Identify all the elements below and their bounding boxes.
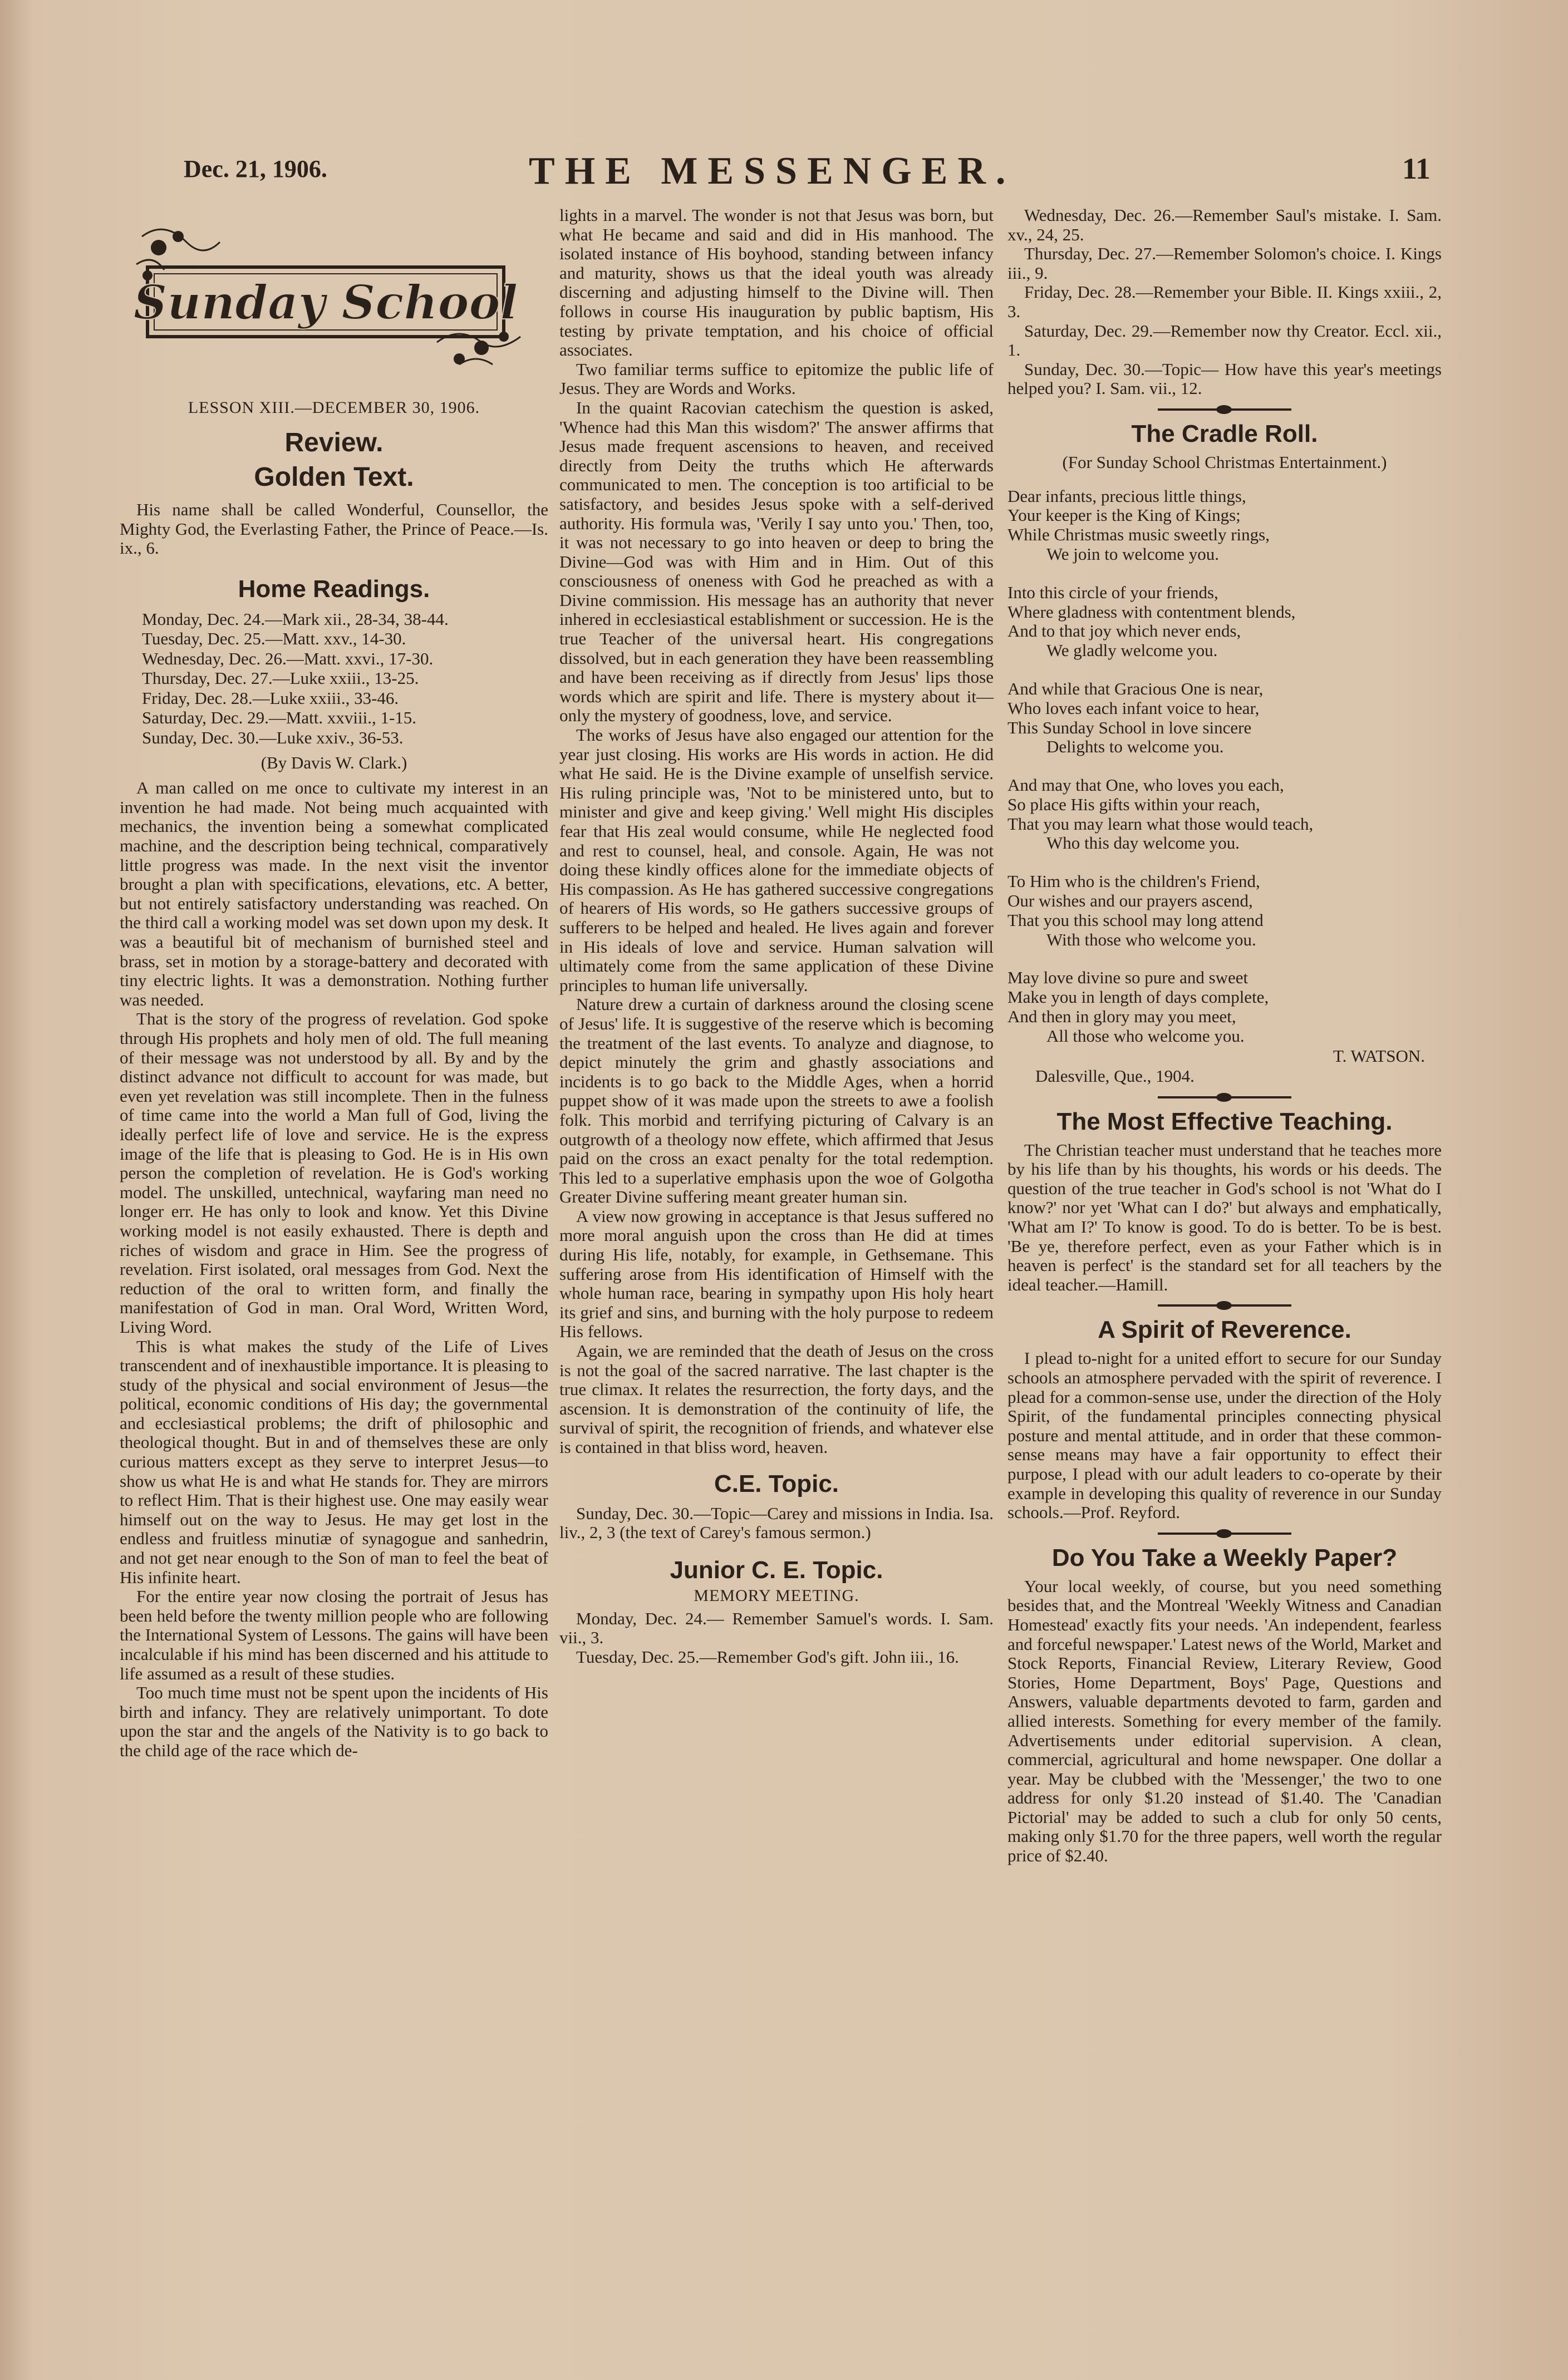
home-readings-list — [142, 609, 548, 748]
section-divider — [1158, 1533, 1291, 1535]
article-paragraph: Again, we are reminded that the death of Jesus on the cross is not the goal of the sacred narrative. The last chapter is the true climax. It relates the resurrection, the forty days, and the ascension. It is demonstration of the continuity of life, the survival of spirit, the recognition of friends, and whatever else is contained in that bliss word, heaven. — [559, 1341, 994, 1457]
article-paragraph: The works of Jesus have also engaged our attention for the year just closing. His works are His words in action. He did what He said. He is the Divine example of unselfish service. His ruling principle was, 'Not to be ministered unto, but to minister and give and keep giving.' Well might His disciples fear that His zeal would consume, while He neglected food and rest to counsel, heal, and console. Again, He was not doing these kindly offices alone for the immediate objects of His compassion. As He has gathered successive congregations of hearers of His words, so He gathers successive groups of sufferers to be helped and healed. He lives again and forever in His ideals of love and service. Human salvation will ultimately come from the same application of these Divine principles to human life universally. — [559, 725, 994, 995]
poem-line: That you may learn what those would teach, — [1007, 814, 1314, 834]
poem-stanza — [1007, 776, 1442, 853]
memory-meeting-label: MEMORY MEETING. — [694, 1586, 859, 1605]
poem-line: So place His gifts within your reach, — [1007, 794, 1260, 814]
article-paragraph: This is what makes the study of the Life of Lives transcendent and of inexhaustible importance. It is pleasing to study of the physical and social environment of Jesus—the political, economic conditions of His day; the governmental and ecclesiastical problems; the drift of philosophic and theological thought. But in and of themselves these are only curious matters except as they serve to interpret Jesus—to show us what He is and what He stands for. They are mirrors to reflect Him. That is their highest use. One may easily wear himself out on the way to Jesus. He may get lost in the endless and fruitless minutiæ of synagogue and sanhedrin, and not get near enough to the Son of man to feel the beat of His infinite heart. — [120, 1336, 548, 1587]
poem-line: Our wishes and our prayers ascend, — [1007, 891, 1253, 911]
effective-teaching-text: The Christian teacher must understand that he teaches more by his life than by his thoughts, his words or his deeds. The question of the true teacher in God's school is not 'What do I know?' nor yet 'What can I do?' but always and emphatically, 'What am I?' To know is good. To do is better. To be is best. 'Be ye, therefore perfect, even as your Father which is in heaven is perfect' is the standard set for all teachers by the ideal teacher.—Hamill. — [1007, 1140, 1442, 1294]
reading-item: Thursday, Dec. 27.—Luke xxiii., 13-25. — [142, 668, 419, 688]
column-1 — [120, 206, 548, 1761]
article-paragraph: lights in a marvel. The wonder is not that Jesus was born, but what He became and said and did in His manhood. The isolated instance of His boyhood, standing between infancy and maturity, shows us that the ideal youth was already discerning and adjusting himself to the Divine will. Then follows in course His inauguration by public baptism, His testing by private temptation, and his choice of official associates. — [559, 205, 994, 360]
poem-author: T. WATSON. — [1333, 1046, 1425, 1066]
review-heading: Review. — [284, 428, 384, 457]
masthead-title: THE MESSENGER. — [529, 150, 1016, 193]
section-divider — [1158, 408, 1291, 411]
issue-date: Dec. 21, 1906. — [184, 155, 327, 183]
junior-topic-item: Tuesday, Dec. 25.—Remember God's gift. John iii., 16. — [576, 1647, 959, 1667]
junior-topic-item: Saturday, Dec. 29.—Remember now thy Creator. Eccl. xii., 1. — [1007, 321, 1442, 360]
junior-topic-item: Monday, Dec. 24.— Remember Samuel's words. I. Sam. vii., 3. — [559, 1608, 994, 1648]
poem-line: While Christmas music sweetly rings, — [1007, 525, 1270, 545]
effective-teaching-heading: The Most Effective Teaching. — [1056, 1107, 1393, 1135]
article-paragraph: A man called on me once to cultivate my interest in an invention he had made. Not being much acquainted with mechanics, the invention being a somewhat complicated machine, and the description being technical, comparatively little progress was made. In the next visit the inventor brought a plan with specifications, elevations, etc. A better, but not entirely satisfactory understanding was reached. On the third call a working model was set down upon my desk. It was a beautiful bit of mechanism of burnished steel and brass, set in motion by a storage-battery and decorated with tiny electric lights. It was a demonstration. Nothing further was needed. — [120, 778, 548, 1009]
poem-stanza — [1007, 679, 1442, 757]
cradle-roll-heading: The Cradle Roll. — [1131, 420, 1318, 447]
poem-line: We join to welcome you. — [1046, 544, 1220, 564]
byline: (By Davis W. Clark.) — [260, 753, 407, 773]
poem-line: All those who welcome you. — [1046, 1026, 1245, 1046]
reading-item: Wednesday, Dec. 26.—Matt. xxvi., 17-30. — [142, 648, 434, 668]
poem-line: Your keeper is the King of Kings; — [1007, 505, 1241, 525]
column-2 — [559, 206, 994, 1667]
poem-line: Into this circle of your friends, — [1007, 582, 1218, 602]
cradle-roll-subtitle: (For Sunday School Christmas Entertainment.) — [1062, 452, 1387, 472]
poem-line: To Him who is the children's Friend, — [1007, 871, 1260, 891]
junior-topic-item: Wednesday, Dec. 26.—Remember Saul's mistake. I. Sam. xv., 24, 25. — [1007, 205, 1442, 244]
poem-stanza — [1007, 583, 1442, 661]
article-paragraph: Too much time must not be spent upon the incidents of His birth and infancy. They are relatively unimportant. To dote upon the star and the angels of the Nativity is to go back to the child age of the race which de- — [120, 1683, 548, 1760]
reading-item: Friday, Dec. 28.—Luke xxiii., 33-46. — [142, 688, 399, 708]
reading-item: Sunday, Dec. 30.—Luke xxiv., 36-53. — [142, 727, 404, 747]
golden-text: His name shall be called Wonderful, Counsellor, the Mighty God, the Everlasting Father, the Prince of Peace.—Is. ix., 6. — [120, 500, 548, 558]
poem-place: Dalesville, Que., 1904. — [1035, 1066, 1195, 1086]
poem-line: Who this day welcome you. — [1046, 833, 1240, 853]
article-paragraph: Nature drew a curtain of darkness around the closing scene of Jesus' life. It is suggestive of the reserve which is becoming the treatment of the last events. To analyze and diagnose, to depict minutely the grim and ghastly associations and incidents is to go back to the Middle Ages, when a horrid puppet show of it was made upon the streets to awe a foolish folk. This morbid and terrifying picturing of Calvary is an outgrowth of a theology now effete, which affirmed that Jesus paid on the cross an exact penalty for the total redemption. This led to a superlative emphasis upon the woe of Golgotha Greater Divine suffering meant greater human sin. — [559, 994, 994, 1207]
poem-stanza — [1007, 872, 1442, 949]
poem-line: With those who welcome you. — [1046, 929, 1256, 949]
reading-item: Tuesday, Dec. 25.—Matt. xxv., 14-30. — [142, 629, 406, 649]
poem-line: May love divine so pure and sweet — [1007, 968, 1248, 988]
reverence-text: I plead to-night for a united effort to secure for our Sunday schools an atmosphere pervaded with the spirit of reverence. I plead for a common-sense use, under the direction of the Holy Spirit, of the fundamental principles connecting physical posture and mental attitude, and in order that these common-sense means may have a fair opportunity to effect their purpose, I plead with our adult leaders to co-operate by their example in developing this quality of reverence in our Sunday schools.—Prof. Reyford. — [1007, 1348, 1442, 1522]
article-paragraph: A view now growing in acceptance is that Jesus suffered no more moral anguish upon the cross than He did at times during His life, notably, for example, in Gethsemane. This suffering arose from His identification of Himself with the whole human race, bearing in sympathy upon His holy heart its grief and sins, and burning with the holy purpose to redeem His fellows. — [559, 1206, 994, 1342]
poem-line: This Sunday School in love sincere — [1007, 717, 1252, 737]
poem-line: And to that joy which never ends, — [1007, 621, 1241, 641]
column-3 — [1007, 206, 1442, 1866]
poem-line: Make you in length of days complete, — [1007, 987, 1269, 1007]
weekly-paper-heading: Do You Take a Weekly Paper? — [1051, 1544, 1398, 1571]
poem-stanza — [1007, 487, 1442, 564]
section-divider — [1158, 1304, 1291, 1307]
poem-line: That you this school may long attend — [1007, 910, 1264, 930]
poem-line: Delights to welcome you. — [1046, 737, 1224, 757]
poem-line: And may that One, who loves you each, — [1007, 775, 1284, 795]
cradle-roll-poem — [1007, 487, 1442, 1046]
poem-line: We gladly welcome you. — [1046, 640, 1218, 661]
weekly-paper-text: Your local weekly, of course, but you need something besides that, and the Montreal 'Weekly Witness and Canadian Homestead' exactly fits your needs. 'An independent, fearless and forceful newspaper.' Latest news of the World, Market and Stock Reports, Financial Review, Literary Review, Good Stories, Home Department, Boys' Page, Questions and Answers, valuable departments devoted to farm, garden and allied interests. Something for every member of the family. Advertisements under editorial supervision. A clean, commercial, agricultural and home newspaper. One dollar a year. May be clubbed with the 'Messenger,' the two to one address for only $1.20 instead of $1.40. The 'Canadian Pictorial' may be added to such a club for only 50 cents, making only $1.70 for the three papers, well worth the regular price of $2.40. — [1007, 1576, 1442, 1866]
golden-text-heading: Golden Text. — [254, 462, 414, 492]
junior-topic-item: Thursday, Dec. 27.—Remember Solomon's choice. I. Kings iii., 9. — [1007, 244, 1442, 283]
sunday-school-logo — [125, 214, 537, 381]
home-readings-heading: Home Readings. — [238, 575, 430, 603]
poem-stanza — [1007, 968, 1442, 1046]
junior-topic-item: Sunday, Dec. 30.—Topic— How have this year's meetings helped you? I. Sam. vii., 12. — [1007, 359, 1442, 398]
poem-line: Where gladness with contentment blends, — [1007, 602, 1296, 622]
reading-item: Saturday, Dec. 29.—Matt. xxviii., 1-15. — [142, 708, 417, 728]
article-paragraph: In the quaint Racovian catechism the question is asked, 'Whence had this Man this wisdom?' The answer affirms that Jesus made frequent ascensions to heaven, and received directly from Deity the truths which He afterwards communicated to men. The conception is too artificial to be satisfactory, and besides Jesus spoke with a self-derived authority. His formula was, 'Verily I say unto you.' Then, too, it was not necessary to go into heaven or deep to bring the Divine—God was with Him and in Him. Out of this consciousness of oneness with God he preached as with a Divine commission. His message has an authority that never inhered in ecclesiastical establishment or succession. He is the true Teacher of the universal heart. His congregations dissolved, but in each generation they have been reassembling and have been receiving as if directly from Jesus' lips those words which are spirit and life. There is mystery about it—only the mystery of goodness, love, and service. — [559, 397, 994, 726]
logo-text: Sunday School — [133, 275, 518, 330]
poem-line: Dear infants, precious little things, — [1007, 486, 1246, 506]
section-divider — [1158, 1096, 1291, 1098]
reading-item: Monday, Dec. 24.—Mark xii., 28-34, 38-44. — [142, 609, 449, 629]
junior-topic-item: Friday, Dec. 28.—Remember your Bible. II. Kings xxiii., 2, 3. — [1007, 282, 1442, 321]
poem-line: And while that Gracious One is near, — [1007, 678, 1264, 698]
page-number: 11 — [1402, 152, 1431, 185]
junior-ce-heading: Junior C. E. Topic. — [670, 1556, 883, 1584]
page-header — [184, 150, 1431, 193]
poem-line: And then in glory may you meet, — [1007, 1007, 1236, 1027]
article-paragraph: That is the story of the progress of revelation. God spoke through His prophets and holy men of old. The full meaning of their message was not understood by all. By and by the distinct advance not difficult to account for was made, but even yet revelation was still incomplete. Then in the fulness of time came into the world a Man full of God, living the ideally perfect life of love and service. He is the express image of the life that is pleasing to God. He is in His own person the completion of revelation. He is God's working model. The unskilled, untechnical, wayfaring man need no longer err. He has only to look and know. Yet this Divine working model is not easily exhausted. There is depth and riches of wisdom and grace in Him. See the progress of revelation. First isolated, oral messages from God. Next the reduction of the oral to written form, and finally the manifestation of God in man. Oral Word, Written Word, Living Word. — [120, 1009, 548, 1337]
ce-topic-heading: C.E. Topic. — [714, 1470, 839, 1497]
article-paragraph: For the entire year now closing the portrait of Jesus has been held before the twenty million people who are following the International System of Lessons. The gains will have been incalculable if his mind has been discerned and his attitude to life assumed as a result of these studies. — [120, 1586, 548, 1683]
ce-topic-text: Sunday, Dec. 30.—Topic—Carey and missions in India. Isa. liv., 2, 3 (the text of Carey's famous sermon.) — [559, 1503, 994, 1543]
reverence-heading: A Spirit of Reverence. — [1098, 1316, 1351, 1344]
article-paragraph: Two familiar terms suffice to epitomize the public life of Jesus. They are Words and Works. — [559, 359, 994, 398]
lesson-title: LESSON XIII.—DECEMBER 30, 1906. — [188, 398, 480, 417]
poem-line: Who loves each infant voice to hear, — [1007, 698, 1260, 718]
